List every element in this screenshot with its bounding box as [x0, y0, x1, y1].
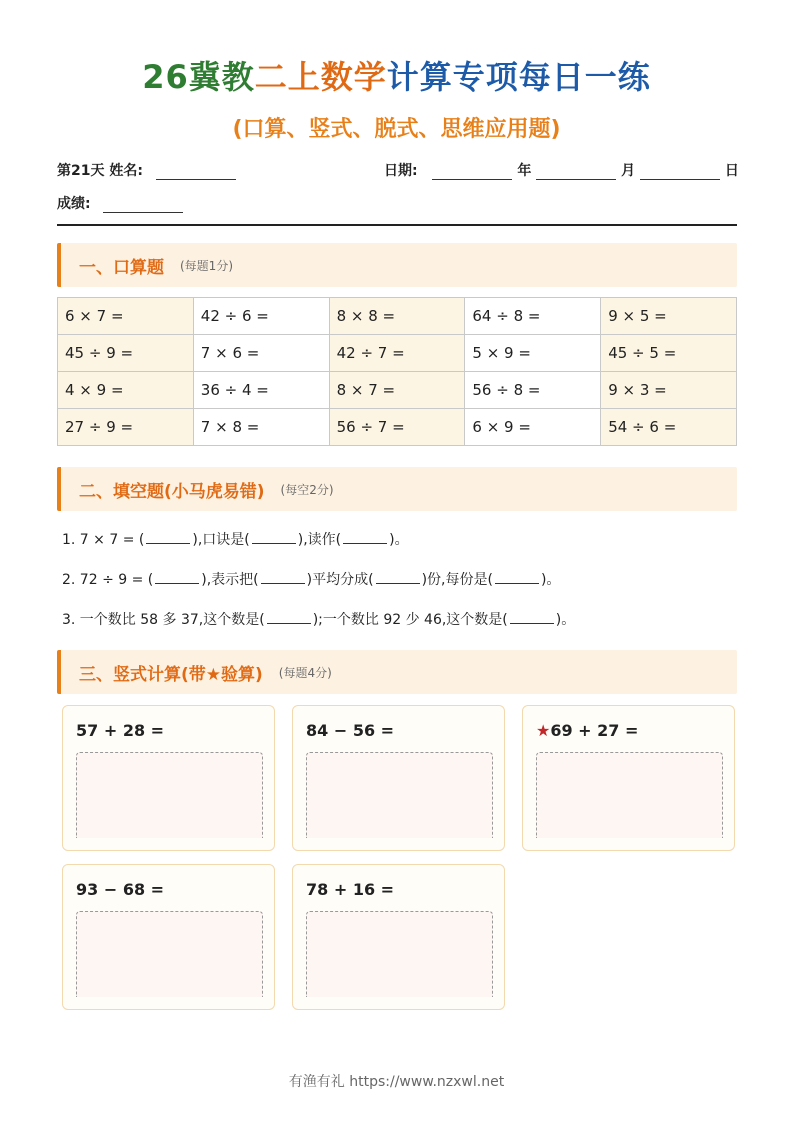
q2-text-b: ),表示把( — [201, 572, 259, 588]
oral-cell: 7 × 6 = — [193, 335, 329, 372]
oral-cell: 6 × 7 = — [58, 298, 194, 335]
day-label: 日 — [724, 163, 739, 179]
vertical-calc-question: 69 + 27 = — [550, 721, 639, 740]
month-label: 月 — [621, 163, 636, 179]
vertical-calc-box — [62, 705, 275, 851]
day-name-label: 第21天 姓名: — [57, 163, 143, 179]
score-label: 成绩: — [57, 196, 91, 212]
table-row — [58, 335, 737, 372]
vertical-calc-box — [292, 705, 505, 851]
q3-text-c: )。 — [555, 612, 576, 628]
oral-cell: 45 ÷ 9 = — [58, 335, 194, 372]
oral-cell: 7 × 8 = — [193, 409, 329, 446]
answer-blank[interactable] — [267, 611, 311, 624]
section3-note: (每题4分) — [278, 665, 332, 680]
page-subtitle: (口算、竖式、脱式、思维应用题) — [232, 117, 561, 142]
work-area[interactable] — [76, 911, 263, 997]
date-label: 日期: — [384, 163, 418, 179]
name-blank[interactable] — [156, 165, 236, 180]
oral-cell: 27 ÷ 9 = — [58, 409, 194, 446]
oral-cell: 64 ÷ 8 = — [465, 298, 601, 335]
work-area[interactable] — [306, 911, 493, 997]
vertical-calc-question: 84 − 56 = — [306, 721, 395, 740]
header-divider — [57, 224, 737, 226]
vertical-calc-question-starred — [536, 721, 638, 740]
work-area[interactable] — [306, 752, 493, 838]
q1-text-c: ),读作( — [297, 532, 342, 548]
oral-cell: 4 × 9 = — [58, 372, 194, 409]
oral-cell: 56 ÷ 8 = — [465, 372, 601, 409]
answer-blank[interactable] — [155, 571, 199, 584]
table-row — [58, 298, 737, 335]
work-area[interactable] — [536, 752, 723, 838]
day-blank[interactable] — [640, 165, 720, 180]
vertical-calc-question: 78 + 16 = — [306, 880, 395, 899]
section3-title: 三、竖式计算(带★验算) — [79, 664, 263, 685]
q1-text-a: 1. 7 × 7 = ( — [62, 532, 145, 548]
oral-cell: 5 × 9 = — [465, 335, 601, 372]
oral-cell: 9 × 5 = — [601, 298, 737, 335]
title-part-orange: 二上数学 — [254, 58, 387, 96]
section1-header — [57, 243, 737, 287]
oral-cell: 8 × 7 = — [329, 372, 465, 409]
q2-text-e: )。 — [540, 572, 561, 588]
oral-cell: 42 ÷ 7 = — [329, 335, 465, 372]
vertical-calc-question: 57 + 28 = — [76, 721, 165, 740]
fill-question-1 — [62, 529, 409, 549]
work-area[interactable] — [76, 752, 263, 838]
table-row — [58, 409, 737, 446]
q1-text-b: ),口诀是( — [192, 532, 250, 548]
q1-text-d: )。 — [389, 532, 409, 548]
oral-cell: 42 ÷ 6 = — [193, 298, 329, 335]
star-icon: ★ — [536, 721, 551, 740]
q3-text-a: 3. 一个数比 58 多 37,这个数是( — [62, 612, 265, 628]
fill-question-2 — [62, 569, 560, 589]
oral-cell: 45 ÷ 5 = — [601, 335, 737, 372]
name-row — [57, 160, 236, 180]
date-row — [384, 160, 739, 180]
year-label: 年 — [517, 163, 532, 179]
score-blank[interactable] — [103, 198, 183, 213]
answer-blank[interactable] — [343, 531, 387, 544]
q2-text-d: )份,每份是( — [421, 572, 493, 588]
answer-blank[interactable] — [510, 611, 554, 624]
title-part-blue: 计算专项每日一练 — [386, 58, 651, 96]
section1-title: 一、口算题 — [79, 257, 164, 278]
page-title — [0, 52, 793, 98]
section3-header — [57, 650, 737, 694]
score-row — [57, 193, 183, 213]
vertical-calc-question: 93 − 68 = — [76, 880, 165, 899]
section2-title: 二、填空题(小马虎易错) — [79, 481, 265, 502]
q2-text-a: 2. 72 ÷ 9 = ( — [62, 572, 154, 588]
table-row — [58, 372, 737, 409]
vertical-calc-box — [522, 705, 735, 851]
section2-note: (每空2分) — [280, 482, 334, 497]
oral-cell: 8 × 8 = — [329, 298, 465, 335]
oral-cell: 36 ÷ 4 = — [193, 372, 329, 409]
answer-blank[interactable] — [376, 571, 420, 584]
vertical-calc-box — [62, 864, 275, 1010]
answer-blank[interactable] — [252, 531, 296, 544]
section2-header — [57, 467, 737, 511]
oral-cell: 6 × 9 = — [465, 409, 601, 446]
year-blank[interactable] — [432, 165, 512, 180]
answer-blank[interactable] — [495, 571, 539, 584]
fill-question-3 — [62, 609, 575, 629]
footer-watermark: 有渔有礼 https://www.nzxwl.net — [288, 1074, 505, 1090]
month-blank[interactable] — [536, 165, 616, 180]
title-number: 26 — [142, 58, 189, 96]
answer-blank[interactable] — [146, 531, 190, 544]
vertical-calc-box — [292, 864, 505, 1010]
oral-cell: 54 ÷ 6 = — [601, 409, 737, 446]
q3-text-b: );一个数比 92 少 46,这个数是( — [312, 612, 508, 628]
oral-cell: 56 ÷ 7 = — [329, 409, 465, 446]
oral-cell: 9 × 3 = — [601, 372, 737, 409]
answer-blank[interactable] — [261, 571, 305, 584]
q2-text-c: )平均分成( — [306, 572, 374, 588]
oral-calc-table — [57, 297, 737, 446]
section1-note: (每题1分) — [180, 258, 233, 273]
title-part-green: 冀教 — [188, 58, 255, 96]
